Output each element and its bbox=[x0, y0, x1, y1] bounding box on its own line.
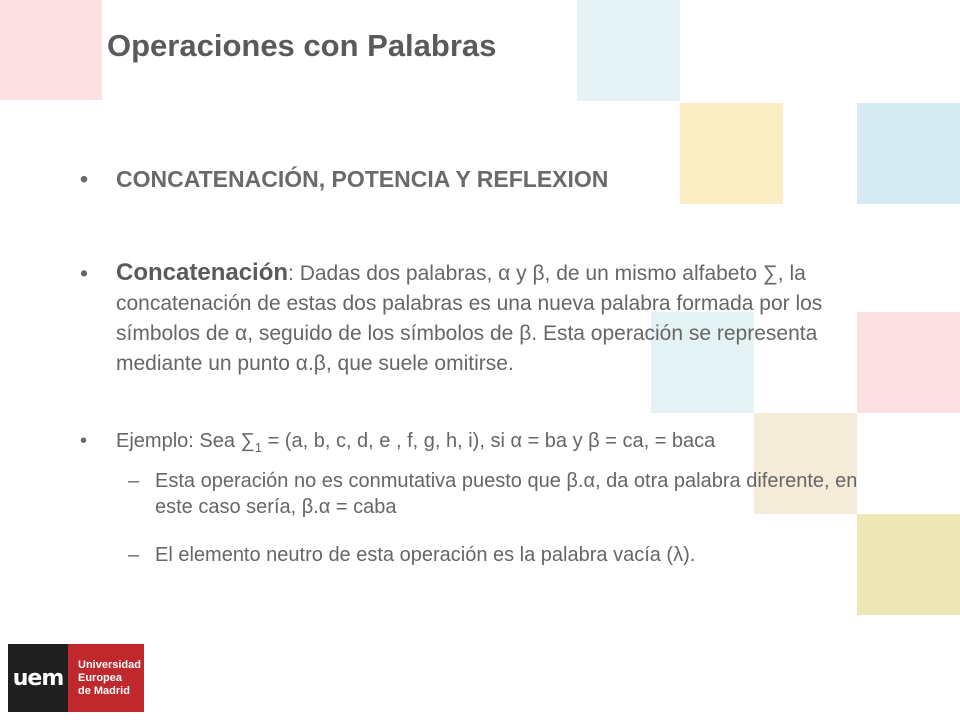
sub-item-text: El elemento neutro de esta operación es la palabra vacía (λ). bbox=[155, 544, 696, 566]
dash-mark: – bbox=[128, 544, 140, 566]
bullet-mark: • bbox=[80, 166, 89, 192]
example-suffix: = (a, b, c, d, e , f, g, h, i), si α = ba y β = ca, = baca bbox=[262, 430, 716, 452]
university-logo bbox=[8, 644, 144, 712]
logo-line-2: Europea bbox=[78, 671, 123, 684]
bullet-mark: • bbox=[80, 430, 88, 452]
bullet-mark: • bbox=[80, 260, 89, 286]
sub-item-text: Esta operación no es conmutativa puesto que β.α, da otra palabra diferente, en este caso sería, β.α = caba bbox=[155, 470, 858, 518]
definition-term: Concatenación bbox=[116, 259, 289, 286]
bullet-definition bbox=[80, 258, 910, 379]
deco-square-lightblue-top bbox=[577, 0, 680, 101]
definition-body: : Dadas dos palabras, α y β, de un mismo alfabeto ∑, la concatenación de estas dos palabras es una nueva palabra formada por los símbolos de α, seguido de los símbolos de β. Esta operación se representa mediante un punto α.β, que suele omitirse. bbox=[116, 262, 823, 375]
dash-mark: – bbox=[128, 470, 140, 492]
uem-logo-mark: uem bbox=[8, 644, 68, 712]
deco-square-yellow bbox=[680, 103, 783, 204]
university-name bbox=[68, 659, 141, 698]
logo-line-3: de Madrid bbox=[78, 684, 130, 697]
logo-line-1: Universidad bbox=[78, 658, 141, 671]
heading-text: CONCATENACIÓN, POTENCIA Y REFLEXION bbox=[116, 166, 609, 192]
example-text bbox=[116, 430, 715, 455]
definition-text bbox=[116, 258, 906, 379]
slide-title: Operaciones con Palabras bbox=[107, 28, 497, 63]
deco-square-pink-top-left bbox=[0, 0, 102, 100]
sub-item-1 bbox=[128, 468, 888, 520]
sub-item-2 bbox=[128, 542, 888, 568]
example-subscript: 1 bbox=[254, 440, 263, 455]
example-prefix: Ejemplo: Sea ∑ bbox=[116, 430, 255, 452]
deco-square-blue-right bbox=[857, 103, 960, 204]
